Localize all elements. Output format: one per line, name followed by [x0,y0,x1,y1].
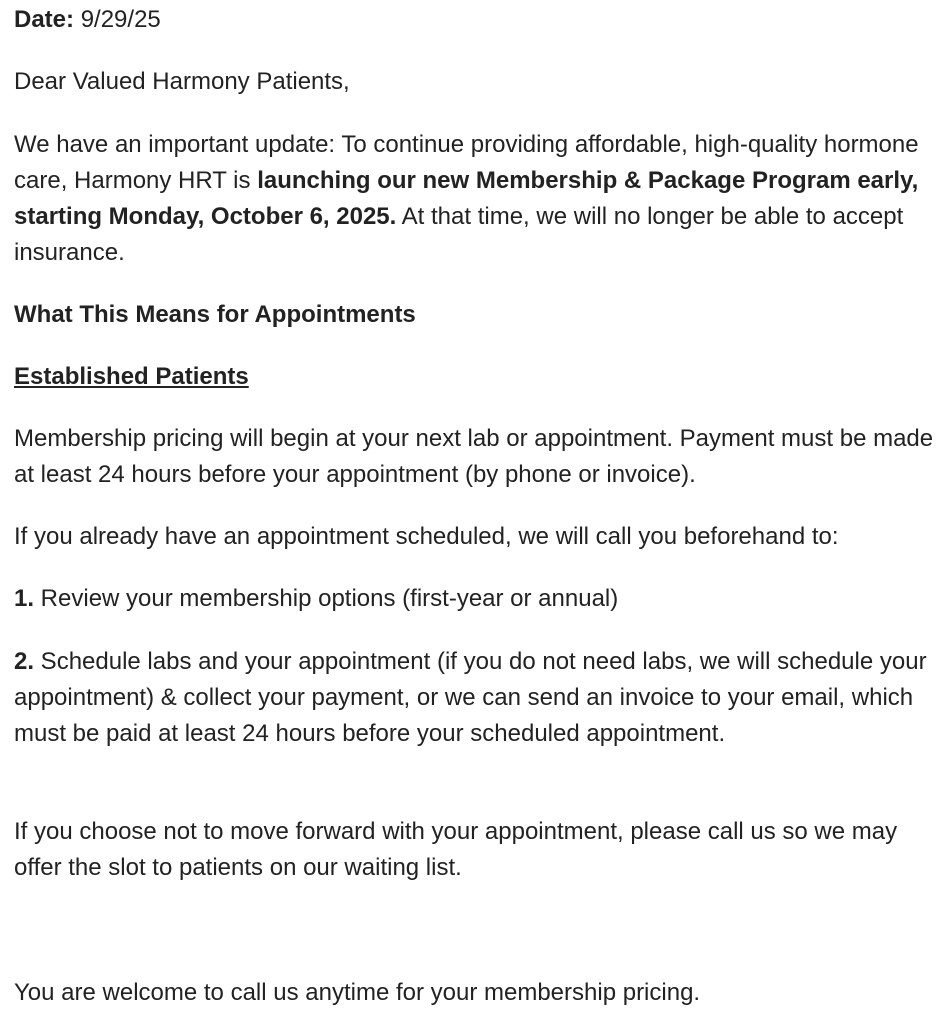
intro-bold-text: launching our new Membership & Package Program early, starting Monday, October 6, 2025. [14,167,919,230]
date-value: 9/29/25 [80,6,161,33]
step-text: Schedule labs and your appointment (if you do not need labs, we will schedule your appointment) & collect your payment, or we can send an invoice to your email, which must be paid at least 24 hours before your scheduled appointment. [14,648,927,747]
closing-paragraph: You are welcome to call us anytime for your membership pricing. [14,979,701,1006]
date-label: Date: [14,6,75,33]
step-number: 1. [14,585,35,612]
section-heading-text: What This Means for Appointments [14,301,416,328]
step-text: Review your membership options (first-year or annual) [34,585,619,612]
intro-text-1: We have an important update: To continue providing affordable, high-quality hormone care, Harmony HRT is [14,131,919,194]
step-item [14,644,934,752]
waitlist-paragraph: If you choose not to move forward with your appointment, please call us so we may offer the slot to patients on our waiting list. [14,818,898,881]
intro-text-2: At that time, we will no longer be able to accept insurance. [14,203,904,266]
greeting: Dear Valued Harmony Patients, [14,68,350,95]
subheading-text: Established Patients [14,363,249,390]
subheading [14,359,934,395]
step-number: 2. [14,648,35,675]
step-item [14,581,934,617]
membership-paragraph: Membership pricing will begin at your next lab or appointment. Payment must be made at least 24 hours before your appointment (by phone or invoice). [14,425,934,488]
intro-paragraph [14,127,934,271]
date-line [14,2,934,38]
section-heading [14,297,934,333]
call-paragraph: If you already have an appointment scheduled, we will call you beforehand to: [14,523,839,550]
